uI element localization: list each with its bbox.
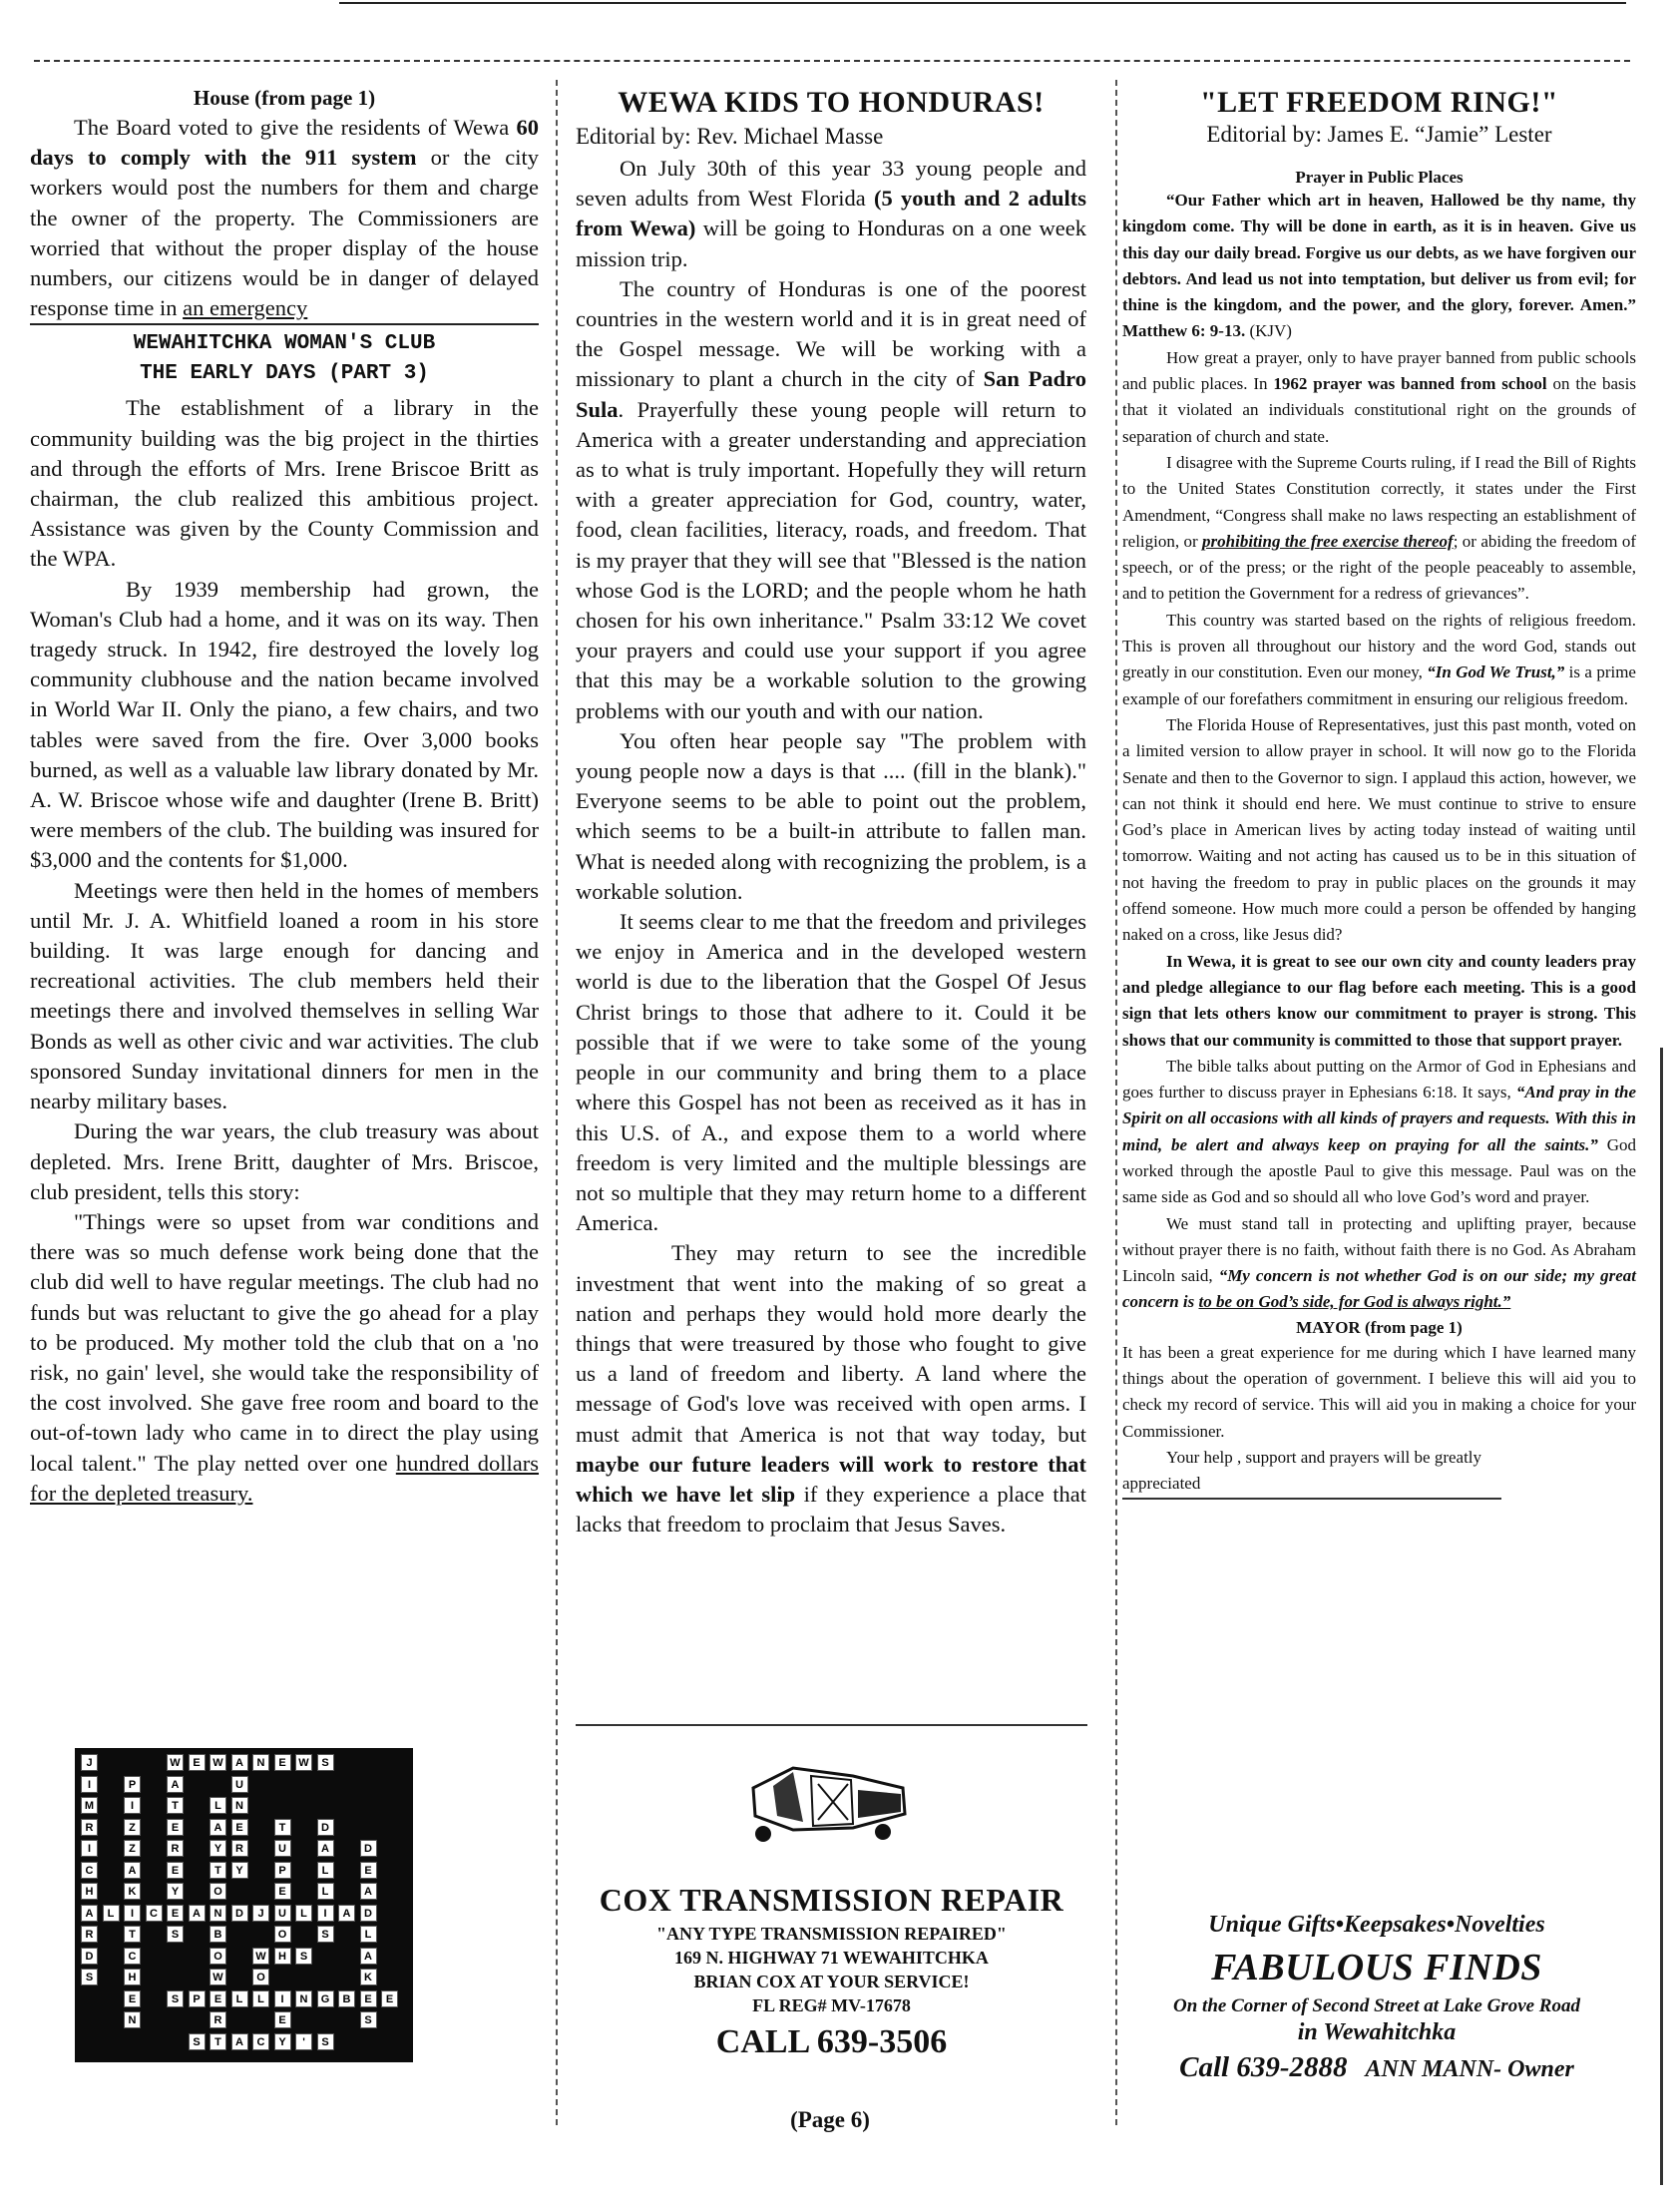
crossword-cell: L [360, 1926, 377, 1943]
house-heading: House (from page 1) [193, 86, 376, 110]
fabulous-ad-phone: Call 639-2888 [1179, 2051, 1348, 2083]
crossword-cell: E [381, 1990, 398, 2007]
crossword-cell: S [167, 1926, 184, 1943]
freedom-byline: Editorial by: James E. “Jamie” Lester [1206, 122, 1552, 147]
crossword-cell: S [317, 1754, 334, 1771]
crossword-cell: C [81, 1862, 98, 1879]
ad-separator [576, 1724, 1087, 1726]
crossword-cell: Y [210, 1840, 226, 1857]
crossword-cell: A [360, 1883, 377, 1900]
crossword-cell: W [210, 1754, 226, 1771]
crossword-cell: E [360, 1990, 377, 2007]
crossword-cell: O [274, 1926, 291, 1943]
crossword-cell: S [167, 1990, 184, 2007]
crossword-cell: A [231, 1754, 248, 1771]
freedom-paragraph: We must stand tall in protecting and uplifting prayer, because without prayer there is no faith, without faith there is no God. As Abraham Lincoln said, “My concern is not whether God is on our side; my great concern is to be on God’s side, for God is always right.” [1122, 1213, 1636, 1312]
cox-ad-owner: BRIAN COX AT YOUR SERVICE! [693, 1972, 970, 1991]
honduras-paragraph: They may return to see the incredible investment that went into the making of so great a nation and perhaps they would hold more dearly the things that were treasured by those who fought to give us a land of freedom and liberty. A land where the message of God's love was received with open arms. I must admit that America is not that way today, but maybe our future leaders will work to restore that which we have let slip if they experience a place that lacks that freedom to proclaim that Jesus Saves. [576, 1240, 1086, 1538]
womans-club-paragraph: The establishment of a library in the community building was the big project in the thirties and through the efforts of Mrs. Irene Briscoe Britt as chairman, the club realized this ambitious project. Assistance was given by the County Commission and the WPA. [30, 395, 539, 572]
crossword-cell: J [81, 1754, 98, 1771]
crossword-cell: T [210, 1862, 226, 1879]
header-separator [34, 60, 1630, 62]
freedom-paragraph: The Florida House of Representatives, just this past month, voted on a limited version to allow prayer in school. It will now go to the Florida Senate and then to the Governor to sign. I applaud this action, however, we can not think it should end here. We must continue to strive to ensure God’s place in American lives by acting today instead of waiting until tomorrow. Waiting and not acting has caused us to be in this situation of not having the freedom to pray in public places on the grounds it may offend someone. How much more could a person be offended by hanging naked on a cross, like Jesus did? [1122, 714, 1636, 945]
crossword-cell: E [167, 1819, 184, 1836]
cox-ad-reg: FL REG# MV-17678 [752, 1995, 911, 2015]
crossword-cell: A [81, 1905, 98, 1922]
crossword-cell: T [210, 2033, 226, 2050]
mayor-paragraph: It has been a great experience for me during which I have learned many things about the operation of government. I believe this will aid you to check my record of service. This will aid you in making a choice for your Commissioner. [1122, 1342, 1636, 1441]
crossword-cell: J [252, 1905, 269, 1922]
crossword-cell: Z [124, 1840, 141, 1857]
freedom-subhead: Prayer in Public Places [1295, 168, 1464, 187]
crossword-puzzle [75, 1748, 413, 2062]
crossword-cell: I [124, 1797, 141, 1814]
cox-ad-address: 169 N. HIGHWAY 71 WEWAHITCHKA [674, 1948, 989, 1968]
honduras-title: WEWA KIDS TO HONDURAS! [618, 86, 1045, 119]
crossword-cell: E [274, 2011, 291, 2028]
crossword-cell: A [189, 1905, 206, 1922]
crossword-cell: T [274, 1819, 291, 1836]
crossword-cell: O [210, 1883, 226, 1900]
womans-club-paragraph: "Things were so upset from war conditions and there was so much defense work being done that the club did well to have regular meetings. The club had no funds but was reluctant to give the go ahead for a play to be produced. My mother told the club that on a 'no risk, no gain' level, she would take the responsibility of the cost involved. She gave free room and board to the out-of-town lady who came in to direct the play using local talent." The play netted over one hundred dollars for the depleted treasury. [30, 1208, 540, 1506]
crossword-cell: A [167, 1776, 184, 1793]
freedom-paragraph: “Our Father which art in heaven, Hallowed be thy name, thy kingdom come. Thy will be done in earth, as it is in heaven. Give us this day our daily bread. Forgive us our debts, as we have forgiven our debtors. And lead us not into temptation, but deliver us from evil; for thine is the kingdom, and the power, and the glory, forever. Amen.” Matthew 6: 9-13. (KJV) [1122, 191, 1636, 341]
crossword-cell: U [274, 1840, 291, 1857]
crossword-cell: A [210, 1819, 226, 1836]
crossword-cell: A [124, 1862, 141, 1879]
crossword-cell: R [210, 2011, 226, 2028]
crossword-cell: A [317, 1840, 334, 1857]
top-border-line [339, 2, 1626, 4]
crossword-cell: L [252, 1990, 269, 2007]
crossword-cell: P [189, 1990, 206, 2007]
crossword-cell: E [231, 1819, 248, 1836]
page-number: (Page 6) [790, 2107, 870, 2132]
fabulous-ad-contact [1122, 2051, 1631, 2084]
crossword-cell: L [103, 1905, 120, 1922]
crossword-cell: N [252, 1754, 269, 1771]
crossword-cell: I [81, 1840, 98, 1857]
crossword-cell: R [231, 1840, 248, 1857]
crossword-cell: W [210, 1969, 226, 1985]
column-right [1122, 86, 1636, 1500]
fabulous-ad-town: in Wewahitchka [1297, 2019, 1457, 2045]
crossword-cell: O [252, 1969, 269, 1985]
crossword-cell: H [81, 1883, 98, 1900]
crossword-cell: R [167, 1840, 184, 1857]
freedom-paragraph: This country was started based on the rights of religious freedom. This is proven all throughout our history and the word God, stands out greatly in our constitution. Even our money, “In God We Trust,” is a prime example of our forefathers commitment in ensuring our religious freedom. [1122, 610, 1636, 708]
crossword-cell: W [252, 1948, 269, 1965]
womans-club-paragraph: During the war years, the club treasury was about depleted. Mrs. Irene Britt, daughter of Mrs. Briscoe, club president, tells this story: [30, 1118, 539, 1204]
column-middle [576, 86, 1086, 1540]
fabulous-ad-location: On the Corner of Second Street at Lake Grove Road [1173, 1995, 1580, 2016]
crossword-cell: D [360, 1840, 377, 1857]
crossword-cell: A [360, 1948, 377, 1965]
crossword-cell: Y [231, 1862, 248, 1879]
crossword-cell: D [360, 1905, 377, 1922]
crossword-cell: M [81, 1797, 98, 1814]
crossword-cell: R [81, 1926, 98, 1943]
cox-ad-tagline: "ANY TYPE TRANSMISSION REPAIRED" [656, 1924, 1007, 1944]
crossword-cell: Z [124, 1819, 141, 1836]
crossword-cell: E [274, 1754, 291, 1771]
crossword-cell: A [338, 1905, 355, 1922]
crossword-cell: C [124, 1948, 141, 1965]
cox-ad-phone: CALL 639-3506 [715, 2023, 948, 2060]
crossword-cell: E [124, 1990, 141, 2007]
crossword-cell: E [167, 1905, 184, 1922]
crossword-cell: I [274, 1990, 291, 2007]
freedom-paragraph: How great a prayer, only to have prayer banned from public schools and public places. In 1962 prayer was banned from school on the basis that it violated an individuals constitutional right on the grounds of separation of church and state. [1122, 347, 1636, 446]
crossword-cell: Y [274, 2033, 291, 2050]
crossword-cell: L [295, 1905, 312, 1922]
cox-ad-name: COX TRANSMISSION REPAIR [599, 1882, 1064, 1918]
crossword-cell: W [167, 1754, 184, 1771]
honduras-paragraph: You often hear people say "The problem with young people now a days is that .... (fill in the blank)." Everyone seems to be able to point out the problem, which seems to be a built-in attribute to fallen man. What is needed along with recognizing the problem, is a workable solution. [576, 727, 1086, 904]
page-edge [1660, 1048, 1663, 2185]
crossword-cell: H [274, 1948, 291, 1965]
mayor-paragraph: Your help , support and prayers will be greatly [1166, 1447, 1482, 1467]
crossword-cell: E [189, 1754, 206, 1771]
crossword-cell: S [295, 1948, 312, 1965]
freedom-paragraph: The bible talks about putting on the Armor of God in Ephesians and goes further to discuss prayer in Ephesians 6:18. It says, “And pray in the Spirit on all occasions with all kinds of prayers and requests. With this in mind, be alert and always keep on praying for all the saints.” God worked through the apostle Paul to give this message. Paul was on the same side as God and so should all who love God’s word and prayer. [1122, 1056, 1637, 1207]
freedom-title: "LET FREEDOM RING!" [1200, 86, 1558, 119]
crossword-cell: I [124, 1905, 141, 1922]
crossword-cell: B [210, 1926, 226, 1943]
honduras-paragraph: The country of Honduras is one of the poorest countries in the western world and it is in great need of the Gospel message. We will be working with a missionary to plant a church in the city of San Padro Sula. Prayerfully these young people will return to America with a greater understanding and appreciation as to what is truly important. Hopefully they will return with a greater appreciation for God, country, water, food, clean facilities, literacy, roads, and freedom. That is my prayer that they will see that "Blessed is the nation whose God is the LORD; and the people whom he hath chosen for his own inheritance." Psalm 33:12 We covet your prayers and could use your support if you agree that this may be a workable solution to the growing problems with our youth and with our nation. [576, 275, 1086, 723]
crossword-cell: U [274, 1905, 291, 1922]
honduras-paragraph: On July 30th of this year 33 young people and seven adults from West Florida (5 youth and 2 adults from Wewa) will be going to Honduras on a one week mission trip. [576, 156, 1087, 271]
crossword-cell: I [317, 1905, 334, 1922]
house-paragraph: The Board voted to give the residents of Wewa 60 days to comply with the 911 system or the city workers would post the numbers for them and charge the owner of the property. The Commissioners are worried that without the proper display of the house numbers, our citizens would be in danger of delayed response time in an emergency [30, 115, 539, 321]
crossword-cell: W [295, 1754, 312, 1771]
crossword-cell: D [317, 1819, 334, 1836]
honduras-paragraph: It seems clear to me that the freedom and privileges we enjoy in America and in the developed western world is due to the liberation that the Gospel Of Jesus Christ brings to those that adhere to it. Could it be possible that if we were to take some of the young people in our community and bring them to a place where this Gospel has not been as received as it has in this U.S. of A., and expose them to a world where freedom is very limited and the multiple blessings are not so multiple that they may return home to a different America. [576, 909, 1086, 1236]
crossword-cell: P [124, 1776, 141, 1793]
crossword-cell: I [81, 1776, 98, 1793]
womans-club-title: WEWAHITCHKA WOMAN'S CLUB THE EARLY DAYS (PART 3) [133, 332, 436, 386]
crossword-cell: L [210, 1797, 226, 1814]
fabulous-ad-owner: ANN MANN- Owner [1365, 2056, 1574, 2082]
crossword-cell: P [274, 1862, 291, 1879]
crossword-cell: E [210, 1990, 226, 2007]
crossword-cell: L [317, 1883, 334, 1900]
crossword-cell: E [167, 1862, 184, 1879]
crossword-cell: N [210, 1905, 226, 1922]
crossword-cell: D [231, 1905, 248, 1922]
crossword-cell: S [360, 2011, 377, 2028]
crossword-cell: B [338, 1990, 355, 2007]
crossword-cell: L [231, 1990, 248, 2007]
crossword-cell: L [317, 1862, 334, 1879]
crossword-cell: C [146, 1905, 163, 1922]
crossword-cell: R [81, 1819, 98, 1836]
crossword-cell: T [167, 1797, 184, 1814]
freedom-paragraph: In Wewa, it is great to see our own city and county leaders pray and pledge allegiance to our flag before each meeting. This is a good sign that lets others know our commitment to prayer is strong. This shows that our community is committed to those that support prayer. [1122, 951, 1636, 1050]
crossword-cell: ' [295, 2033, 312, 2050]
womans-club-paragraph: By 1939 membership had grown, the Woman's Club had a home, and it was on its way. Then tragedy struck. In 1942, fire destroyed the lovely log community clubhouse and the nation became involved in World War II. Only the piano, a few chairs, and two tables were saved from the fire. Over 3,000 books burned, as well as a valuable law library donated by Mr. A. W. Briscoe whose wife and daughter (Irene B. Britt) were members of the club. The building was insured for $3,000 and the contents for $1,000. [30, 576, 539, 873]
crossword-cell: S [81, 1969, 98, 1985]
crossword-cell: E [274, 1883, 291, 1900]
crossword-cell: N [231, 1797, 248, 1814]
womans-club-paragraph: Meetings were then held in the homes of members until Mr. J. A. Whitfield loaned a room in his store building. It was large enough for dancing and recreational activities. The club members held their meetings there and involved themselves in selling War Bonds as well as other civic and war activities. The club sponsored Sunday invitational dinners for men in the nearby military bases. [30, 877, 539, 1114]
crossword-cell: T [124, 1926, 141, 1943]
crossword-cell: K [124, 1883, 141, 1900]
crossword-cell: S [317, 1926, 334, 1943]
crossword-cell: C [252, 2033, 269, 2050]
crossword-cell: E [360, 1862, 377, 1879]
crossword-cell: D [81, 1948, 98, 1965]
crossword-cell: N [124, 2011, 141, 2028]
section-rule [30, 323, 539, 325]
crossword-cell: A [231, 2033, 248, 2050]
fabulous-ad-name: FABULOUS FINDS [1211, 1947, 1542, 1988]
mayor-paragraph: appreciated [1122, 1474, 1201, 1494]
honduras-byline: Editorial by: Rev. Michael Masse [576, 124, 884, 149]
crossword-cell: N [295, 1990, 312, 2007]
column-divider [556, 80, 558, 2125]
crossword-cell: H [124, 1969, 141, 1985]
crossword-cell: G [317, 1990, 334, 2007]
section-rule [1122, 1498, 1501, 1500]
crossword-cell: S [189, 2033, 206, 2050]
transmission-icon [733, 1758, 923, 1848]
crossword-cell: Y [167, 1883, 184, 1900]
crossword-cell: K [360, 1969, 377, 1985]
fabulous-ad-tagline: Unique Gifts•Keepsakes•Novelties [1208, 1912, 1545, 1938]
column-left [30, 86, 539, 1509]
mayor-heading: MAYOR (from page 1) [1296, 1317, 1463, 1337]
freedom-paragraph: I disagree with the Supreme Courts ruling, if I read the Bill of Rights to the United States Constitution correctly, it states under the First Amendment, “Congress shall make no laws respecting an establishment of religion, or prohibiting the free exercise thereof; or abiding the freedom of speech, or of the press; or the right of the people peaceably to assemble, and to petition the Government for a redress of grievances”. [1122, 452, 1636, 604]
crossword-cell: O [210, 1948, 226, 1965]
crossword-cell: S [317, 2033, 334, 2050]
crossword-cell: U [231, 1776, 248, 1793]
column-divider [1115, 80, 1117, 2125]
